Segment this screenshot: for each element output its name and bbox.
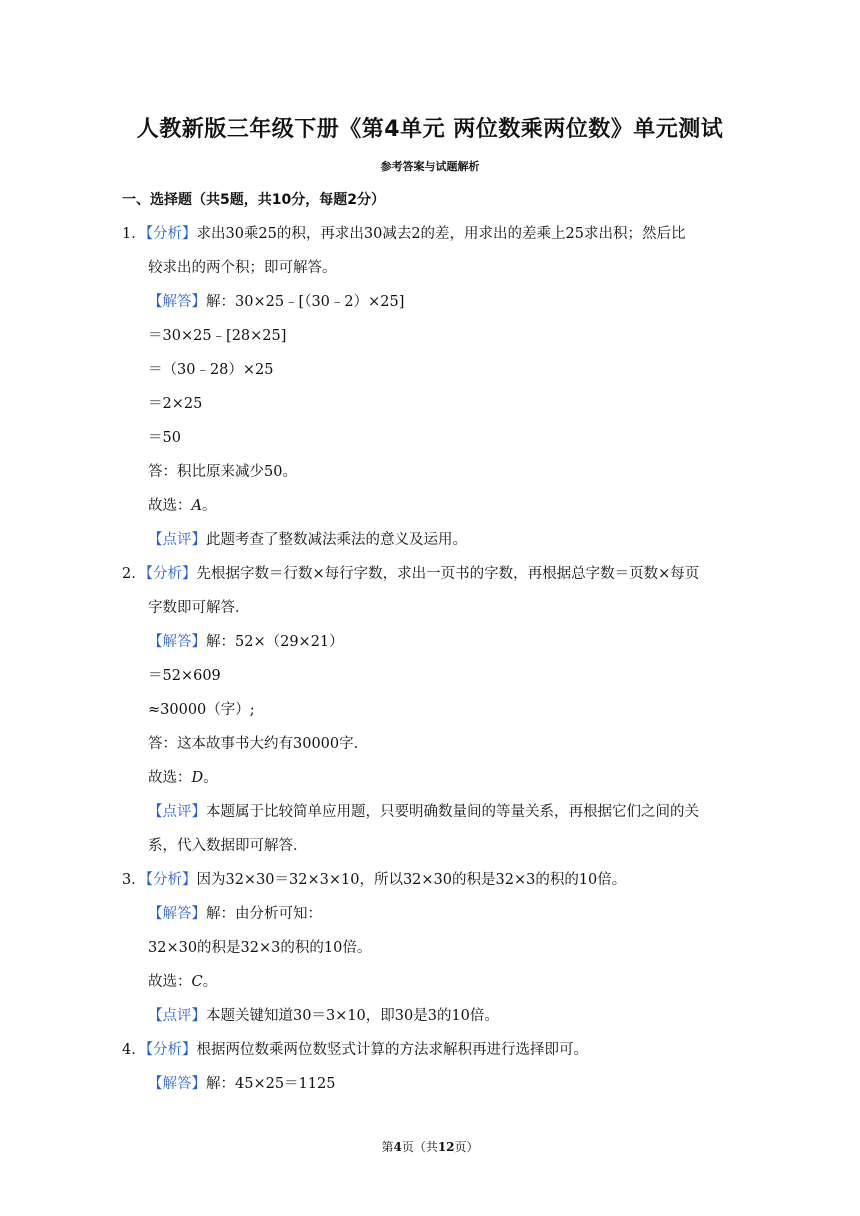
- q1-analysis-cont: 较求出的两个积；即可解答。: [148, 260, 337, 276]
- q4-solution: [148, 1074, 335, 1094]
- review-tag: 【点评】: [148, 1008, 206, 1024]
- solution-text: 解：45×25＝1125: [206, 1076, 336, 1092]
- question-number: 3．: [122, 872, 146, 888]
- choice-suffix: 。: [203, 770, 218, 786]
- q2-answer: 答：这本故事书大约有30000字．: [148, 736, 369, 752]
- footer-suffix: 页）: [454, 1140, 479, 1154]
- analysis-tag: 【分析】: [145, 566, 197, 582]
- choice-letter: C: [191, 974, 203, 990]
- choice-prefix: 故选：: [148, 770, 192, 786]
- analysis-text: 根据两位数乘两位数竖式计算的方法求解积再进行选择即可。: [196, 1042, 588, 1058]
- q1-analysis: [122, 224, 686, 244]
- q3-step: 32×30的积是32×3的积的10倍。: [148, 940, 372, 956]
- review-tag: 【点评】: [148, 804, 206, 820]
- question-number: 4．: [122, 1042, 146, 1058]
- q2-analysis-cont: 字数即可解答．: [148, 600, 250, 616]
- q1-step: ＝30×25﹣[28×25]: [148, 328, 287, 344]
- q1-step: ＝50: [148, 430, 181, 446]
- review-text: 本题属于比较简单应用题，只要明确数量间的等量关系，再根据它们之间的关: [206, 804, 699, 820]
- q2-step: ＝52×609: [148, 668, 221, 684]
- q2-analysis: [122, 564, 699, 584]
- footer-page-number: 4: [393, 1140, 402, 1154]
- q2-review: [148, 802, 699, 822]
- q1-step: ＝（30﹣28）×25: [148, 362, 274, 378]
- page-footer: [0, 1138, 860, 1155]
- q1-step: ＝2×25: [148, 396, 203, 412]
- solution-tag: 【解答】: [148, 294, 206, 310]
- analysis-text: 先根据字数＝行数×每行字数，求出一页书的字数，再根据总字数＝页数×每页: [196, 566, 700, 582]
- choice-prefix: 故选：: [148, 498, 192, 514]
- page-title: 人教新版三年级下册《第4单元 两位数乘两位数》单元测试: [136, 117, 724, 142]
- q2-choice: [148, 768, 218, 788]
- page-subtitle: 参考答案与试题解析: [380, 160, 480, 173]
- solution-tag: 【解答】: [148, 1076, 206, 1092]
- review-tag: 【点评】: [148, 532, 206, 548]
- q1-review: [148, 530, 467, 550]
- choice-letter: A: [191, 498, 202, 514]
- q2-step: ≈30000（字）;: [148, 702, 255, 718]
- q1-solution: [148, 292, 404, 312]
- question-number: 1．: [122, 226, 146, 242]
- choice-letter: D: [191, 770, 204, 786]
- analysis-text: 因为32×30＝32×3×10，所以32×30的积是32×3的积的10倍。: [196, 872, 627, 888]
- review-text: 此题考查了整数减法乘法的意义及运用。: [206, 532, 467, 548]
- choice-suffix: 。: [201, 498, 217, 514]
- solution-text: 解：由分析可知：: [206, 906, 322, 922]
- footer-middle: 页（共: [401, 1140, 438, 1154]
- choice-prefix: 故选：: [148, 974, 192, 990]
- solution-text: 解：52×（29×21）: [206, 634, 344, 650]
- section-heading: 一、选择题（共5题，共10分，每题2分）: [122, 192, 385, 208]
- solution-tag: 【解答】: [148, 634, 206, 650]
- q4-analysis: [122, 1040, 588, 1060]
- review-text: 本题关键知道30＝3×10，即30是3的10倍。: [206, 1008, 499, 1024]
- q3-solution: [148, 904, 322, 924]
- analysis-tag: 【分析】: [145, 872, 197, 888]
- solution-tag: 【解答】: [148, 906, 206, 922]
- q3-choice: [148, 972, 217, 992]
- analysis-tag: 【分析】: [145, 1042, 197, 1058]
- q3-review: [148, 1006, 499, 1026]
- choice-suffix: 。: [202, 974, 218, 990]
- footer-total-pages: 12: [437, 1140, 455, 1154]
- analysis-tag: 【分析】: [145, 226, 197, 242]
- q2-review-cont: 系，代入数据即可解答．: [148, 838, 308, 854]
- analysis-text: 求出30乘25的积，再求出30减去2的差，用求出的差乘上25求出积；然后比: [196, 226, 686, 242]
- q1-choice: [148, 496, 216, 516]
- question-number: 2．: [122, 566, 146, 582]
- footer-prefix: 第: [381, 1140, 394, 1154]
- solution-text: 解：30×25﹣[（30﹣2）×25]: [206, 294, 405, 310]
- q1-answer: 答：积比原来减少50。: [148, 464, 297, 480]
- q2-solution: [148, 632, 344, 652]
- q3-analysis: [122, 870, 626, 890]
